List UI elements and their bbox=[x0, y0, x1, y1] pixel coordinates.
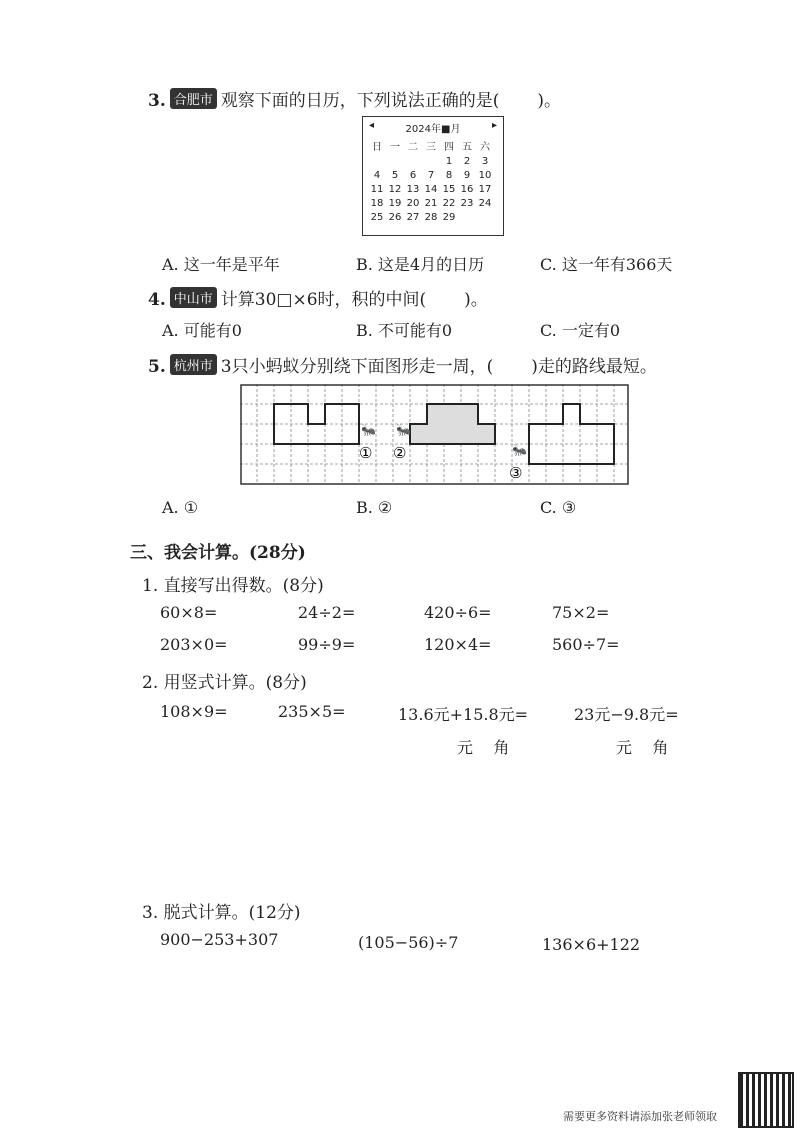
calendar-day bbox=[386, 156, 404, 167]
part3-title: 3. 脱式计算。(12分) bbox=[142, 903, 301, 923]
q4-number: 4. bbox=[148, 290, 166, 310]
calendar-day: 28 bbox=[424, 212, 438, 223]
calendar-day: 4 bbox=[373, 170, 381, 181]
units-1: 元 角 bbox=[457, 738, 510, 757]
calendar-day: 22 bbox=[442, 198, 456, 209]
q3-option-c[interactable]: C. 这一年有366天 bbox=[540, 255, 673, 274]
calendar-day: 17 bbox=[478, 184, 492, 195]
calendar-day: 3 bbox=[481, 156, 489, 167]
calendar-day: 27 bbox=[406, 212, 420, 223]
grid-figure bbox=[240, 384, 630, 486]
calendar-day: 12 bbox=[388, 184, 402, 195]
vertical-4: 23元−9.8元= bbox=[574, 705, 679, 724]
calc-1-2: 24÷2= bbox=[298, 603, 356, 622]
q4-option-b[interactable]: B. 不可能有0 bbox=[356, 321, 453, 340]
calendar-day: 23 bbox=[460, 198, 474, 209]
qr-code-icon bbox=[738, 1072, 794, 1128]
q3-number: 3. bbox=[148, 91, 166, 111]
calendar-day: 10 bbox=[478, 170, 492, 181]
calendar-day: 1 bbox=[445, 156, 453, 167]
calendar-weekday: 四 bbox=[444, 142, 454, 153]
step-calc-2: (105−56)÷7 bbox=[358, 933, 459, 952]
part1-title: 1. 直接写出得数。(8分) bbox=[142, 576, 324, 596]
calendar-day: 25 bbox=[370, 212, 384, 223]
label-2: ② bbox=[393, 444, 407, 462]
calendar-day: 6 bbox=[409, 170, 417, 181]
calendar-day bbox=[458, 212, 476, 223]
calendar-day: 15 bbox=[442, 184, 456, 195]
calendar-day: 29 bbox=[442, 212, 456, 223]
q3-region-tag: 合肥市 bbox=[170, 88, 217, 109]
calendar-day: 16 bbox=[460, 184, 474, 195]
q3-text: 观察下面的日历，下列说法正确的是( bbox=[220, 91, 500, 111]
units-2: 元 角 bbox=[616, 738, 669, 757]
calendar-day: 19 bbox=[388, 198, 402, 209]
calendar-day: 24 bbox=[478, 198, 492, 209]
calendar-weekday: 二 bbox=[408, 142, 418, 153]
calendar-weekday: 一 bbox=[390, 142, 400, 153]
ant-2-icon: 🐜 bbox=[396, 423, 411, 437]
step-calc-1: 900−253+307 bbox=[160, 930, 279, 949]
calendar-day: 5 bbox=[391, 170, 399, 181]
calendar-next-icon: ▸ bbox=[491, 120, 497, 131]
calendar-day: 11 bbox=[370, 184, 384, 195]
shape-2 bbox=[410, 404, 495, 444]
calendar-day: 2 bbox=[463, 156, 471, 167]
calendar-day bbox=[404, 156, 422, 167]
q5-option-b[interactable]: B. ② bbox=[356, 498, 393, 517]
vertical-1: 108×9= bbox=[160, 702, 228, 721]
calendar-day: 18 bbox=[370, 198, 384, 209]
calc-1-4: 75×2= bbox=[552, 603, 610, 622]
q5-option-c[interactable]: C. ③ bbox=[540, 498, 577, 517]
q5-text: 3只小蚂蚁分别绕下面图形走一周，( bbox=[220, 357, 494, 377]
calendar-day: 7 bbox=[427, 170, 435, 181]
step-calc-3: 136×6+122 bbox=[542, 935, 641, 954]
q4-option-c[interactable]: C. 一定有0 bbox=[540, 321, 621, 340]
shape-3 bbox=[529, 404, 614, 464]
calendar-weekday: 六 bbox=[480, 142, 490, 153]
calendar-weekday: 三 bbox=[426, 142, 436, 153]
q4-text: 计算30□×6时，积的中间( bbox=[220, 290, 427, 310]
vertical-2: 235×5= bbox=[278, 702, 346, 721]
q4-region-tag: 中山市 bbox=[170, 287, 217, 308]
calendar-day: 9 bbox=[463, 170, 471, 181]
calc-2-3: 120×4= bbox=[424, 635, 492, 654]
calendar-day bbox=[476, 212, 494, 223]
q4-stem bbox=[148, 285, 488, 310]
ant-3-icon: 🐜 bbox=[512, 443, 527, 457]
calendar bbox=[362, 116, 504, 236]
label-3: ③ bbox=[509, 464, 523, 482]
q5-close: )走的路线最短。 bbox=[531, 357, 657, 377]
calendar-title: 2024年■月 bbox=[405, 124, 461, 135]
q3-option-a[interactable]: A. 这一年是平年 bbox=[162, 255, 280, 274]
footer-note: 需要更多资料请添加张老师领取 bbox=[563, 1110, 717, 1123]
q3-option-b[interactable]: B. 这是4月的日历 bbox=[356, 255, 485, 274]
calc-1-3: 420÷6= bbox=[424, 603, 492, 622]
calendar-day: 13 bbox=[406, 184, 420, 195]
calendar-day: 20 bbox=[406, 198, 420, 209]
q5-option-a[interactable]: A. ① bbox=[162, 498, 199, 517]
calendar-day: 26 bbox=[388, 212, 402, 223]
calendar-weekday: 日 bbox=[372, 142, 382, 153]
q4-close: )。 bbox=[464, 290, 488, 310]
calendar-day: 21 bbox=[424, 198, 438, 209]
calc-2-4: 560÷7= bbox=[552, 635, 620, 654]
calendar-prev-icon: ◂ bbox=[369, 120, 375, 131]
calendar-day bbox=[368, 156, 386, 167]
calc-2-2: 99÷9= bbox=[298, 635, 356, 654]
calendar-day bbox=[422, 156, 440, 167]
part2-title: 2. 用竖式计算。(8分) bbox=[142, 673, 307, 693]
q5-number: 5. bbox=[148, 357, 166, 377]
q5-stem bbox=[148, 352, 657, 377]
q3-stem bbox=[148, 86, 561, 111]
vertical-3: 13.6元+15.8元= bbox=[398, 705, 529, 724]
q3-close: )。 bbox=[537, 91, 562, 111]
label-1: ① bbox=[359, 444, 373, 462]
calendar-day: 8 bbox=[445, 170, 453, 181]
ant-1-icon: 🐜 bbox=[361, 423, 376, 437]
section3-title: 三、我会计算。(28分) bbox=[130, 543, 306, 563]
q5-region-tag: 杭州市 bbox=[170, 354, 217, 375]
calc-2-1: 203×0= bbox=[160, 635, 228, 654]
calendar-weekday: 五 bbox=[462, 142, 472, 153]
calendar-day: 14 bbox=[424, 184, 438, 195]
calendar-grid bbox=[368, 138, 503, 223]
calc-1-1: 60×8= bbox=[160, 603, 218, 622]
q4-option-a[interactable]: A. 可能有0 bbox=[162, 321, 242, 340]
